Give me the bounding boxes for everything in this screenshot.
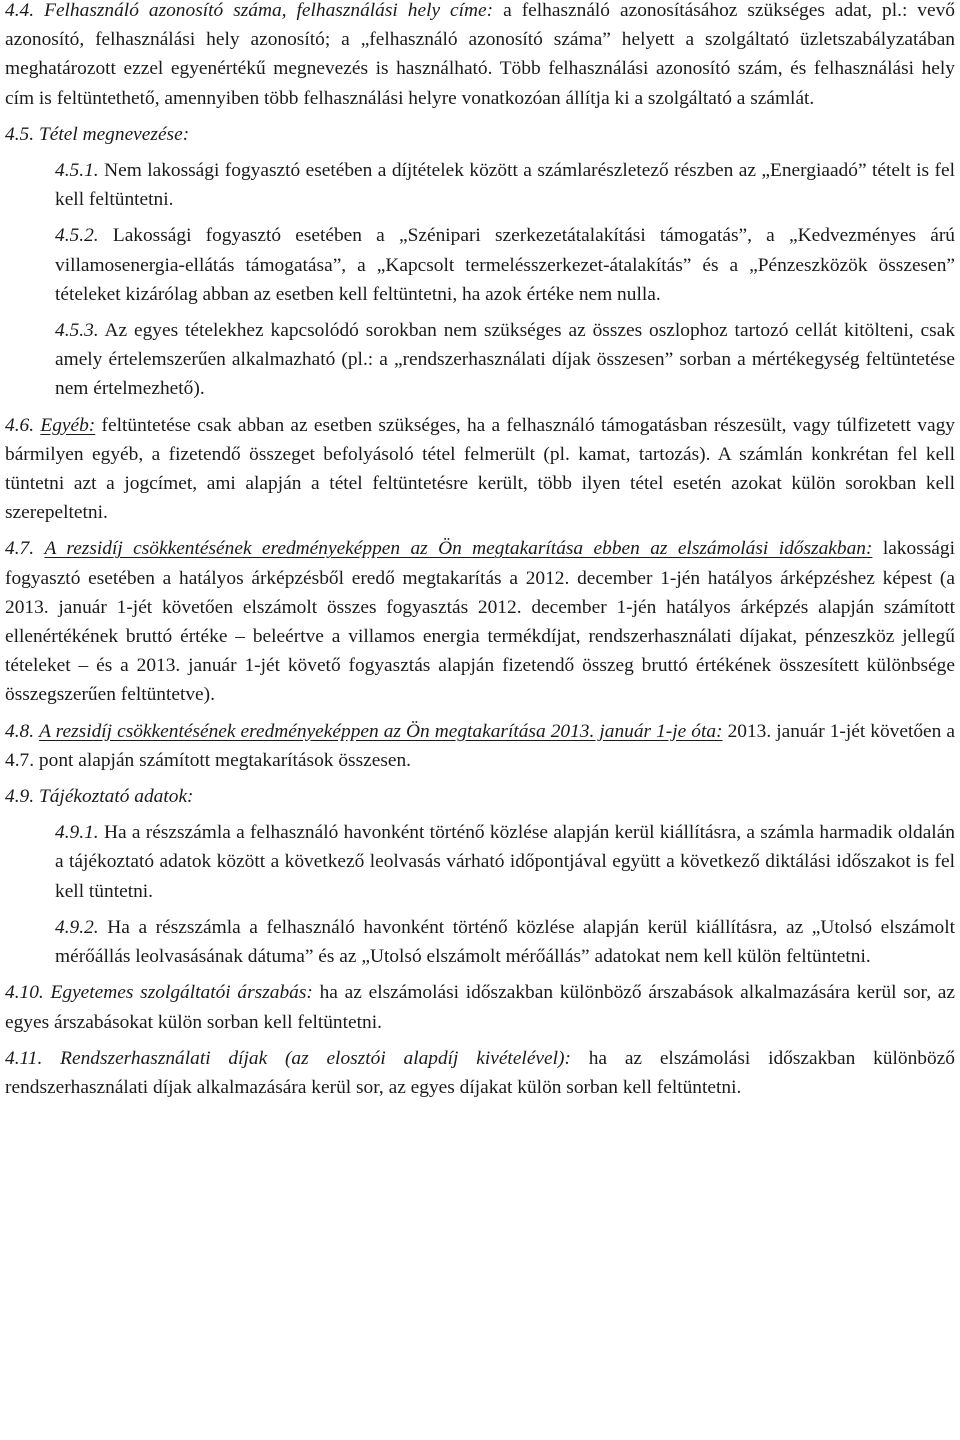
section-4-5-3 [5,316,955,404]
section-number: 4.9.1. [55,822,99,844]
section-number: 4.9. [5,786,35,808]
section-number: 4.5. [5,123,35,145]
section-number: 4.5.3. [55,320,99,342]
section-body: Az egyes tételekhez kapcsolódó sorokban nem szükséges az összes oszlophoz tartozó cellát kitölteni, csak amely értelemszerűen alkalmazható (pl.: a „rendszerhasználati díjak összesen” sorban a mértékegység feltüntetése nem értelmezhető). [55,320,956,400]
section-4-9-2 [5,913,955,971]
section-4-4 [5,0,955,113]
section-body: Ha a részszámla a felhasználó havonként történő közlése alapján kerül kiállításra, a számla harmadik oldalán a tájékoztató adatok között a következő leolvasás várható időpontjával együtt a következő diktálási időszakot is fel kell tüntetni. [55,822,955,902]
section-4-5-2 [5,221,955,309]
section-number: 4.5.2. [55,225,99,247]
section-4-10 [5,978,955,1036]
section-number: 4.8. [5,720,35,742]
section-body: ha az elszámolási időszakban különböző árszabások alkalmazására kerül sor, az egyes árszabásokat külön sorban kell feltüntetni. [5,982,955,1033]
section-4-9-1 [5,818,955,906]
section-4-5 [5,120,955,149]
section-4-5-1 [5,156,955,214]
section-number: 4.9.2. [55,916,99,938]
section-title: Egyéb: [40,414,96,436]
section-title: Tájékoztató adatok: [38,786,194,808]
section-title: A rezsidíj csökkentésének eredményeképpen az Ön megtakarítása 2013. január 1-je óta: [39,720,723,742]
section-title: Egyetemes szolgáltatói árszabás: [50,982,313,1004]
section-4-11 [5,1044,955,1102]
section-body: lakossági fogyasztó esetében a hatályos árképzésből eredő megtakarítás a 2012. december 1-jén hatályos árképzéshez képest (a 2013. január 1-jét követően elszámolt összes fogyasztás 2012. december 1-jén hatályos árképzés alapján számított ellenértékének bruttó értéke – beleértve a villamos energia termékdíjat, rendszerhasználati díjakat, pénzeszköz jellegű tételeket – és a 2013. január 1-jét követő fogyasztás alapján fizetendő összeg bruttó értékének összesített különbsége összegszerűen feltüntetve). [5,538,955,706]
section-number: 4.7. [5,538,35,560]
section-4-8 [5,717,955,775]
section-body: Lakossági fogyasztó esetében a „Szénipari szerkezetátalakítási támogatás”, a „Kedvezményes árú villamosenergia-ellátás támogatása”, a „Kapcsolt termelésszerkezet-átalakítás” és a „Pénzeszközök összesen” tételeket kizárólag abban az esetben kell feltüntetni, ha azok értéke nem nulla. [55,225,955,305]
section-number: 4.5.1. [55,160,99,182]
section-title: Tétel megnevezése: [38,123,190,145]
section-4-9 [5,782,955,811]
section-number: 4.4. [5,0,35,21]
section-number: 4.6. [5,414,35,436]
section-title: Rendszerhasználati díjak (az elosztói alapdíj kivételével): [60,1047,571,1069]
section-number: 4.11. [5,1047,43,1069]
section-body: Ha a részszámla a felhasználó havonként történő közlése alapján kerül kiállításra, az „Utolsó elszámolt mérőállás leolvasásának dátuma” és az „Utolsó elszámolt mérőállás” adatokat nem kell külön feltüntetni. [55,916,955,968]
section-title: Felhasználó azonosító száma, felhasználási hely címe: [44,0,494,21]
section-body: a felhasználó azonosításához szükséges adat, pl.: vevő azonosító, felhasználási hely azonosító; a „felhasználó azonosító száma” helyett a szolgáltató üzletszabályzatában meghatározott ezzel egyenértékű megnevezés is használható. Több felhasználási azonosító szám, és felhasználási hely cím is feltüntethető, amennyiben több felhasználási helyre vonatkozóan állítja ki a szolgáltató a számlát. [5,0,956,109]
section-body: feltüntetése csak abban az esetben szükséges, ha a felhasználó támogatásban részesült, vagy túlfizetett vagy bármilyen egyéb, a fizetendő összeget befolyásoló tétel felmerült (pl. kamat, tartozás). A számlán konkrétan fel kell tüntetni azt a jogcímet, ami alapján a tétel feltüntetésre került, több ilyen tétel esetén azokat külön sorokban kell szerepeltetni. [5,414,955,524]
section-4-7 [5,534,955,709]
section-body: Nem lakossági fogyasztó esetében a díjtételek között a számlarészletező részben az „Energiaadó” tételt is fel kell feltüntetni. [55,160,955,211]
section-4-6 [5,411,955,528]
section-body: 2013. január 1-jét követően a 4.7. pont alapján számított megtakarítások összesen. [5,720,956,771]
section-title: A rezsidíj csökkentésének eredményeképpen az Ön megtakarítása ebben az elszámolási időszakban: [44,538,873,560]
section-body: ha az elszámolási időszakban különböző rendszerhasználati díjak alkalmazására kerül sor, az egyes díjakat külön sorban kell feltüntetni. [5,1047,955,1098]
section-number: 4.10. [5,982,44,1004]
